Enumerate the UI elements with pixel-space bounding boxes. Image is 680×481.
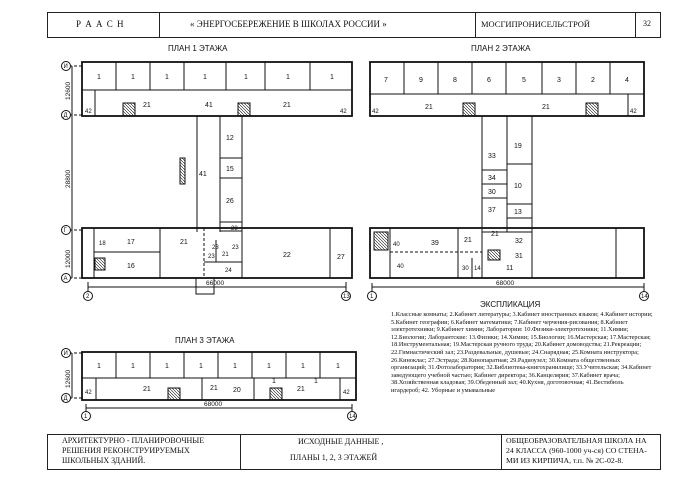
room-number: 1 (203, 74, 207, 81)
plan1-drawing (62, 62, 353, 301)
plan1-axis-label: А (63, 276, 68, 282)
room-number: 40 (393, 242, 400, 248)
room-number: 21 (143, 102, 151, 109)
room-number: 1 (165, 363, 169, 370)
explication-title: ЭКСПЛИКАЦИЯ (480, 300, 541, 309)
room-number: 1 (336, 363, 340, 370)
plan3-dim-bottom: 68000 (204, 401, 223, 408)
room-number: 42 (85, 390, 92, 396)
plan1-axis-label: Д (63, 113, 68, 119)
room-number: 1 (286, 74, 290, 81)
room-number: 8 (453, 77, 457, 84)
room-number: 13 (514, 209, 522, 216)
room-number: 23 (232, 245, 239, 251)
room-number: 41 (199, 171, 207, 178)
room-number: 5 (522, 77, 526, 84)
plan3-axis-label: Д (63, 396, 68, 402)
room-number: 40 (397, 264, 404, 270)
header-ministry: МОСГИПРОНИСЕЛЬСТРОЙ (481, 19, 591, 29)
plan1-dim-left: 12600 (65, 81, 72, 100)
room-number: 10 (514, 183, 522, 190)
room-number: 21 (491, 231, 499, 238)
room-number: 30 (462, 266, 469, 272)
plan1-axis-label: Г (63, 228, 67, 234)
header-org: Р А А С Н (76, 19, 125, 29)
plan3-axis-label: И (63, 351, 68, 357)
room-number: 32 (515, 238, 523, 245)
plan1-dim-left: 12000 (65, 249, 72, 268)
room-number: 1 (131, 74, 135, 81)
room-number: 27 (337, 254, 345, 261)
room-number: 30 (488, 189, 496, 196)
room-number: 1 (199, 363, 203, 370)
room-number: 3 (557, 77, 561, 84)
plan2-axis-bottom-right: 14 (641, 294, 648, 300)
footer-right-line: МИ ИЗ КИРПИЧА, т.п. № 2С-02-8. (506, 456, 624, 465)
room-number: 12 (226, 135, 234, 142)
room-number: 1 (314, 378, 318, 385)
plan1-title: ПЛАН 1 ЭТАЖА (168, 44, 228, 53)
room-number: 42 (340, 109, 347, 115)
room-number: 24 (225, 268, 232, 274)
room-number: 26 (226, 198, 234, 205)
room-number: 17 (127, 239, 135, 246)
room-number: 18 (99, 241, 106, 247)
room-number: 21 (180, 239, 188, 246)
plan1-axis-bottom-right: 13 (343, 294, 350, 300)
room-number: 39 (431, 240, 439, 247)
footer-left-line: ШКОЛЬНЫХ ЗДАНИЙ. (62, 456, 146, 465)
room-number: 1 (244, 74, 248, 81)
room-number: 20 (233, 387, 241, 394)
room-number: 34 (488, 175, 496, 182)
room-number: 1 (97, 74, 101, 81)
room-number: 28 (231, 226, 238, 232)
room-number: 21 (542, 104, 550, 111)
room-number: 21 (283, 102, 291, 109)
plan2-dim-bottom: 68000 (496, 280, 515, 287)
footer-right-line: ОБЩЕОБРАЗОВАТЕЛЬНАЯ ШКОЛА НА (506, 436, 647, 445)
footer-right-line: 24 КЛАССА (960-1000 уч-ся) СО СТЕНА- (506, 446, 647, 455)
footer-left-line: АРХИТЕКТУРНО - ПЛАНИРОВОЧНЫЕ (62, 436, 205, 445)
room-number: 4 (625, 77, 629, 84)
room-number: 37 (488, 207, 496, 214)
room-number: 41 (205, 102, 213, 109)
room-number: 21 (143, 386, 151, 393)
plan1-axis-label: И (63, 64, 68, 70)
plan3-axis-bottom-right: 14 (349, 414, 356, 420)
room-number: 23 (212, 245, 219, 251)
footer-middle-line: ПЛАНЫ 1, 2, 3 ЭТАЖЕЙ (290, 453, 378, 462)
plan1-axis-bottom-left: 2 (86, 294, 90, 300)
room-number: 7 (384, 77, 388, 84)
room-number: 21 (222, 252, 229, 258)
room-number: 1 (272, 378, 276, 385)
plan2-axis-bottom-left: 1 (370, 294, 374, 300)
room-number: 21 (464, 237, 472, 244)
header-title: « ЭНЕРГОСБЕРЕЖЕНИЕ В ШКОЛАХ РОССИИ » (190, 19, 387, 29)
room-number: 42 (372, 109, 379, 115)
room-number: 1 (301, 363, 305, 370)
plan3-axis-bottom-left: 1 (84, 414, 88, 420)
room-number: 1 (131, 363, 135, 370)
room-number: 22 (283, 252, 291, 259)
room-number: 21 (210, 385, 218, 392)
room-number: 6 (487, 77, 491, 84)
room-number: 14 (474, 266, 481, 272)
plan1-dim-left: 28800 (65, 169, 72, 188)
footer-middle-line: ИСХОДНЫЕ ДАННЫЕ , (298, 437, 384, 446)
room-number: 21 (425, 104, 433, 111)
plan3-title: ПЛАН 3 ЭТАЖА (175, 336, 235, 345)
room-number: 1 (330, 74, 334, 81)
room-number: 1 (97, 363, 101, 370)
room-number: 1 (165, 74, 169, 81)
room-number: 11 (506, 265, 514, 272)
room-number: 23 (208, 254, 215, 260)
plan2-title: ПЛАН 2 ЭТАЖА (471, 44, 531, 53)
room-number: 31 (515, 253, 523, 260)
room-number: 1 (267, 363, 271, 370)
explication-text: 1.Классные комнаты; 2.Кабинет литературы; 3.Кабинет иностранных языков; 4.Кабинет истории; 5.Кабинет географии; 6.Кабинет математики; 7.Кабинет черчения-рисования; 8.Кабинет электротехники; 9.Кабинет химии; Лаборатории: 10.Физики-электротехники; 11.Химии; 12.Биологии; Лаборантские: 13.Физики; 14.Химии; 15.Биологии; 16.Мастерская; 17.Мастерская; 18.Инструментальная; 19.Мастерская ручного труда; 20.Кабинет домоводства; 21.Рекреации; 22.Гимнастический зал; 23.Раздевальные, душевые; 24.Снарядная; 25.Комната инструктора; 26.Киноклас; 27.Эстрада; 28.Кинопаратная; 29.Радиоузел; 30.Комната общественных организаций; 31.Фотолаборатория; 32.Библиотека-книгохранилище; 33.Учительская; 34.Кабинет заведующего учебной частью; Кабинет директора; 36.Канцелярия; 37.Кабинет врача; 38.Хозяйственная кладовая; 39.Обеденный зал; 40.Кухня, доготовочная; 41.Вестибюль игардероб; 42. Уборные и умывальные (391, 311, 653, 394)
room-number: 33 (488, 153, 496, 160)
room-number: 42 (85, 109, 92, 115)
room-number: 42 (343, 390, 350, 396)
plan3-dim-left: 12600 (65, 369, 72, 388)
room-number: 42 (630, 109, 637, 115)
room-number: 9 (419, 77, 423, 84)
room-number: 21 (297, 386, 305, 393)
plan1-dim-bottom: 66000 (206, 280, 225, 287)
footer-left-line: РЕШЕНИЯ РЕКОНСТРУИРУЕМЫХ (62, 446, 190, 455)
room-number: 1 (233, 363, 237, 370)
room-number: 15 (226, 166, 234, 173)
room-number: 19 (514, 143, 522, 150)
room-number: 16 (127, 263, 135, 270)
plan3-drawing (62, 349, 357, 421)
page-number: 32 (643, 19, 651, 28)
room-number: 2 (591, 77, 595, 84)
